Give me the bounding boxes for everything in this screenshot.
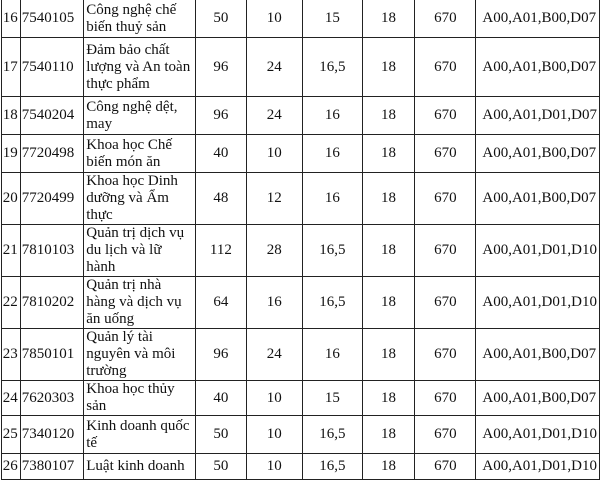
quota-cell: 96 xyxy=(196,97,247,135)
quota-cell: 96 xyxy=(196,329,247,381)
table-row xyxy=(2,277,600,329)
major-name: Quản trị dịch vụ du lịch và lữ hành xyxy=(84,225,196,277)
major-code: 7850101 xyxy=(20,329,84,381)
row-number: 16 xyxy=(2,0,21,38)
major-name: Luật kinh doanh xyxy=(84,454,196,480)
score-cell: 16 xyxy=(302,329,362,381)
row-number: 18 xyxy=(2,97,21,135)
quota-secondary-cell: 10 xyxy=(246,0,302,38)
major-code: 7810202 xyxy=(20,277,84,329)
value-cell: 670 xyxy=(415,173,476,225)
score-cell: 16 xyxy=(302,173,362,225)
quota-cell: 40 xyxy=(196,135,247,173)
value-cell: 670 xyxy=(415,381,476,416)
subject-combination: A00,A01,D01,D10 xyxy=(476,416,600,454)
subject-combination: A00,A01,B00,D07 xyxy=(476,329,600,381)
admission-table xyxy=(1,0,600,480)
value-cell: 670 xyxy=(415,0,476,38)
quota-cell: 64 xyxy=(196,277,247,329)
row-number: 26 xyxy=(2,454,21,480)
row-number: 23 xyxy=(2,329,21,381)
quota-cell: 40 xyxy=(196,381,247,416)
major-name: Khoa học Chế biến món ăn xyxy=(84,135,196,173)
quota-secondary-cell: 10 xyxy=(246,416,302,454)
value-cell: 670 xyxy=(415,225,476,277)
major-code: 7540105 xyxy=(20,0,84,38)
value-cell: 18 xyxy=(362,97,415,135)
value-cell: 18 xyxy=(362,38,415,97)
major-code: 7720498 xyxy=(20,135,84,173)
major-name: Quản trị nhà hàng và dịch vụ ăn uống xyxy=(84,277,196,329)
major-name: Công nghệ chế biến thuỷ sản xyxy=(84,0,196,38)
major-code: 7620303 xyxy=(20,381,84,416)
row-number: 25 xyxy=(2,416,21,454)
major-code: 7540110 xyxy=(20,38,84,97)
major-code: 7380107 xyxy=(20,454,84,480)
value-cell: 670 xyxy=(415,454,476,480)
quota-secondary-cell: 10 xyxy=(246,454,302,480)
value-cell: 18 xyxy=(362,454,415,480)
value-cell: 670 xyxy=(415,416,476,454)
major-code: 7810103 xyxy=(20,225,84,277)
quota-secondary-cell: 10 xyxy=(246,135,302,173)
table-row xyxy=(2,416,600,454)
quota-cell: 112 xyxy=(196,225,247,277)
quota-secondary-cell: 10 xyxy=(246,381,302,416)
score-cell: 16 xyxy=(302,135,362,173)
value-cell: 18 xyxy=(362,135,415,173)
table-row xyxy=(2,173,600,225)
major-code: 7540204 xyxy=(20,97,84,135)
value-cell: 670 xyxy=(415,38,476,97)
table-row xyxy=(2,329,600,381)
table-row xyxy=(2,225,600,277)
major-code: 7340120 xyxy=(20,416,84,454)
score-cell: 16,5 xyxy=(302,454,362,480)
major-name: Đảm bảo chất lượng và An toàn thực phẩm xyxy=(84,38,196,97)
subject-combination: A00,A01,B00,D07 xyxy=(476,173,600,225)
value-cell: 18 xyxy=(362,0,415,38)
quota-cell: 48 xyxy=(196,173,247,225)
quota-secondary-cell: 16 xyxy=(246,277,302,329)
table-row xyxy=(2,454,600,480)
quota-secondary-cell: 24 xyxy=(246,97,302,135)
quota-cell: 96 xyxy=(196,38,247,97)
table-row xyxy=(2,0,600,38)
row-number: 20 xyxy=(2,173,21,225)
score-cell: 16,5 xyxy=(302,225,362,277)
value-cell: 18 xyxy=(362,381,415,416)
quota-cell: 50 xyxy=(196,454,247,480)
subject-combination: A00,A01,B00,D07 xyxy=(476,381,600,416)
score-cell: 15 xyxy=(302,0,362,38)
subject-combination: A00,A01,D01,D10 xyxy=(476,277,600,329)
table-row xyxy=(2,38,600,97)
row-number: 19 xyxy=(2,135,21,173)
score-cell: 16,5 xyxy=(302,416,362,454)
quota-secondary-cell: 12 xyxy=(246,173,302,225)
value-cell: 670 xyxy=(415,135,476,173)
quota-secondary-cell: 24 xyxy=(246,38,302,97)
quota-secondary-cell: 24 xyxy=(246,329,302,381)
score-cell: 16,5 xyxy=(302,277,362,329)
subject-combination: A00,A01,B00,D07 xyxy=(476,38,600,97)
subject-combination: A00,A01,D01,D10 xyxy=(476,454,600,480)
score-cell: 16 xyxy=(302,97,362,135)
score-cell: 15 xyxy=(302,381,362,416)
subject-combination: A00,A01,D01,D07 xyxy=(476,97,600,135)
subject-combination: A00,A01,B00,D07 xyxy=(476,135,600,173)
value-cell: 670 xyxy=(415,97,476,135)
quota-cell: 50 xyxy=(196,416,247,454)
value-cell: 670 xyxy=(415,277,476,329)
major-name: Quản lý tài nguyên và môi trường xyxy=(84,329,196,381)
table-row xyxy=(2,135,600,173)
table-row xyxy=(2,97,600,135)
subject-combination: A00,A01,D01,D10 xyxy=(476,225,600,277)
value-cell: 18 xyxy=(362,277,415,329)
value-cell: 18 xyxy=(362,329,415,381)
row-number: 24 xyxy=(2,381,21,416)
score-cell: 16,5 xyxy=(302,38,362,97)
major-name: Kinh doanh quốc tế xyxy=(84,416,196,454)
value-cell: 18 xyxy=(362,173,415,225)
value-cell: 18 xyxy=(362,225,415,277)
major-code: 7720499 xyxy=(20,173,84,225)
major-name: Công nghệ dệt, may xyxy=(84,97,196,135)
table-row xyxy=(2,381,600,416)
row-number: 22 xyxy=(2,277,21,329)
row-number: 21 xyxy=(2,225,21,277)
major-name: Khoa học Dinh dưỡng và Ẩm thực xyxy=(84,173,196,225)
subject-combination: A00,A01,B00,D07 xyxy=(476,0,600,38)
quota-cell: 50 xyxy=(196,0,247,38)
row-number: 17 xyxy=(2,38,21,97)
value-cell: 670 xyxy=(415,329,476,381)
value-cell: 18 xyxy=(362,416,415,454)
quota-secondary-cell: 28 xyxy=(246,225,302,277)
major-name: Khoa học thủy sản xyxy=(84,381,196,416)
